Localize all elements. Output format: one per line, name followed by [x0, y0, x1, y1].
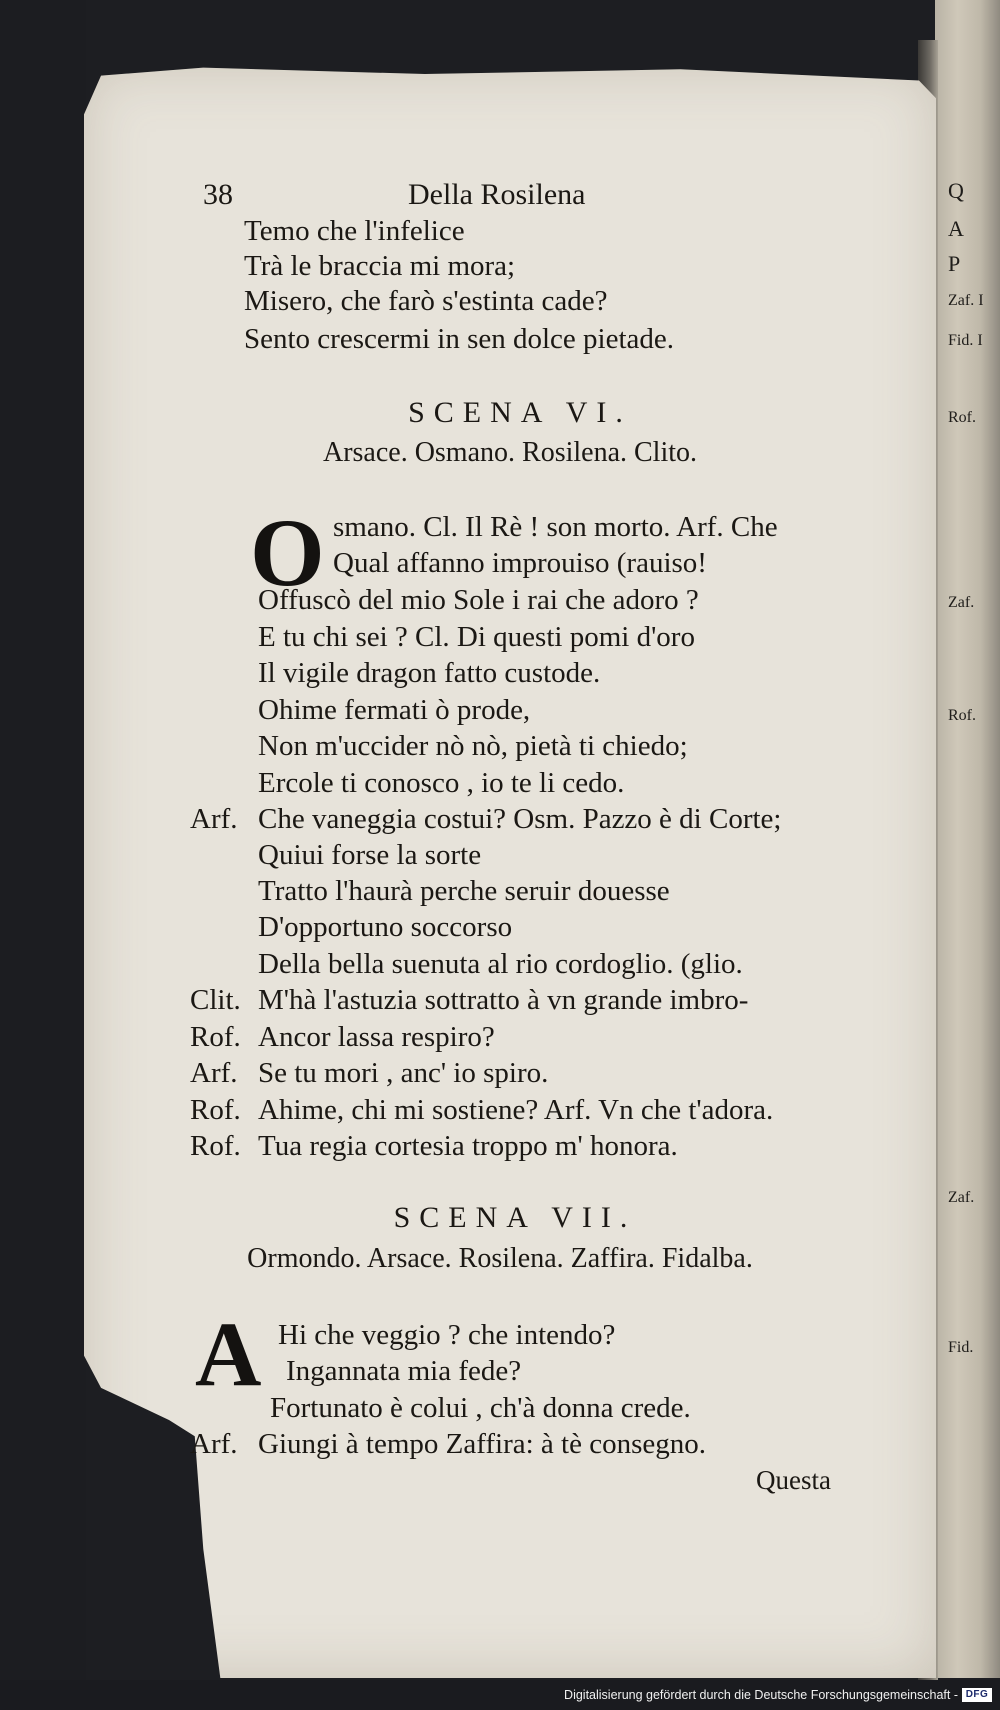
verse-line: smano. Cl. Il Rè ! son morto. Arf. Che: [333, 511, 778, 543]
verse-line: Quiui forse la sorte: [258, 839, 482, 871]
speaker-label: Arf.: [190, 1428, 238, 1460]
verse-line: Se tu mori , anc' io spiro.: [258, 1057, 549, 1089]
verse-line: Sento crescermi in sen dolce pietade.: [244, 323, 675, 355]
verse-line: Trà le braccia mi mora;: [244, 250, 516, 282]
speaker-label: Rof.: [190, 1130, 241, 1162]
facing-page-fragment: Q: [948, 178, 964, 203]
verse-line: Ohime fermati ò prode,: [258, 694, 531, 726]
facing-page-fragment: Rof.: [948, 409, 976, 426]
scene-6-dropcap: O: [250, 499, 325, 606]
scene-7-title: SCENA VII.: [393, 1201, 637, 1234]
speaker-label: Rof.: [190, 1021, 241, 1053]
running-head: Della Rosilena: [408, 178, 586, 211]
verse-line: Tratto l'haurà perche seruir douesse: [258, 875, 670, 907]
verse-line: Tua regia cortesia troppo m' honora.: [258, 1130, 678, 1162]
verse-line: M'hà l'astuzia sottratto à vn grande imbro-: [258, 984, 749, 1016]
scene-7-dropcap: A: [195, 1303, 262, 1405]
verse-line: Ingannata mia fede?: [286, 1355, 522, 1387]
speaker-label: Clit.: [190, 984, 241, 1016]
facing-page-fragment: Rof.: [948, 707, 976, 724]
page-number: 38: [203, 178, 233, 211]
verse-line: Ancor lassa respiro?: [258, 1021, 495, 1053]
verse-line: Della bella suenuta al rio cordoglio. (glio.: [258, 948, 743, 980]
speaker-label: Arf.: [190, 803, 238, 835]
verse-line: Ercole ti conosco , io te li cedo.: [258, 767, 625, 799]
scene-6-title: SCENA VI.: [408, 396, 632, 429]
scene-6-cast: Arsace. Osmano. Rosilena. Clito.: [322, 437, 698, 468]
catchword: Questa: [756, 1465, 831, 1495]
facing-page-fragment: A: [948, 216, 964, 241]
speaker-label: Arf.: [190, 1057, 238, 1089]
facing-page-fragment: Fid.: [948, 1339, 974, 1356]
dfg-logo: DFG: [962, 1688, 992, 1702]
verse-line: Offuscò del mio Sole i rai che adoro ?: [258, 584, 699, 616]
verse-line: Misero, che farò s'estinta cade?: [244, 285, 608, 317]
verse-line: Temo che l'infelice: [244, 215, 465, 247]
dark-background: [0, 0, 86, 1710]
verse-line: E tu chi sei ? Cl. Di questi pomi d'oro: [258, 621, 695, 653]
verse-line: Il vigile dragon fatto custode.: [258, 657, 601, 689]
scene-7-cast: Ormondo. Arsace. Rosilena. Zaffira. Fidalba.: [247, 1243, 753, 1274]
verse-line: Ahime, chi mi sostiene? Arf. Vn che t'adora.: [258, 1094, 774, 1126]
digitization-footer: [0, 1680, 1000, 1710]
verse-line: Giungi à tempo Zaffira: à tè consegno.: [258, 1428, 707, 1460]
verse-line: Hi che veggio ? che intendo?: [278, 1319, 616, 1351]
footer-credit: Digitalisierung gefördert durch die Deutsche Forschungsgemeinschaft -: [564, 1688, 958, 1702]
speaker-label: Rof.: [190, 1094, 241, 1126]
verse-line: Fortunato è colui , ch'à donna crede.: [270, 1392, 691, 1424]
verse-line: D'opportuno soccorso: [258, 911, 513, 943]
facing-page-edge: [935, 0, 1000, 1678]
facing-page-fragment: P: [948, 251, 961, 276]
facing-page-fragment: Fid. I: [948, 332, 983, 349]
facing-page-fragment: Zaf.: [948, 594, 975, 611]
verse-line: Qual affanno improuiso (rauiso!: [333, 547, 707, 579]
verse-line: Non m'uccider nò nò, pietà ti chiedo;: [258, 730, 688, 762]
facing-page-fragment: Zaf. I: [948, 292, 984, 309]
verse-line: Che vaneggia costui? Osm. Pazzo è di Corte;: [258, 803, 782, 835]
facing-page-fragment: Zaf.: [948, 1189, 975, 1206]
